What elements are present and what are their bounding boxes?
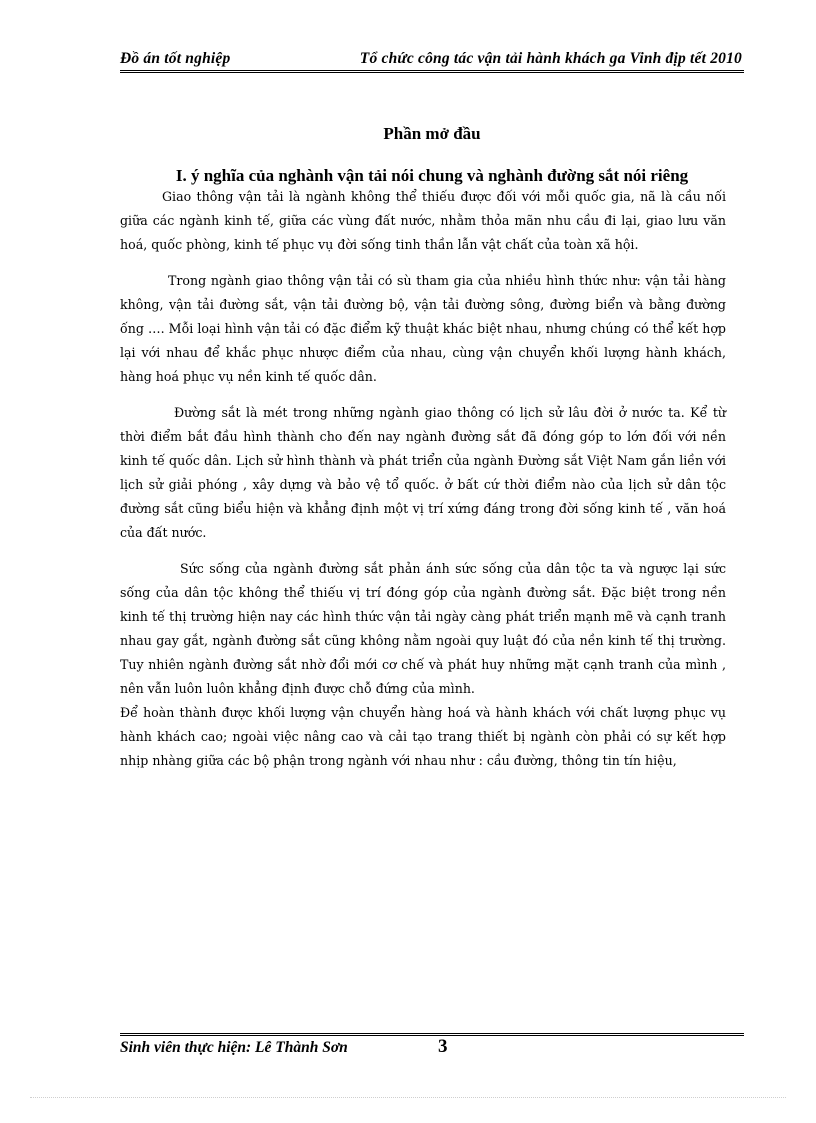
page-footer [120,1036,744,1060]
paragraph: Để hoàn thành được khối lượng vận chuyển hàng hoá và hành khách với chất lượng phục vụ hành khách cao; ngoài việc nâng cao và cải tạo trang thiết bị ngành còn phải có sự kết hợp nhịp nhàng giữa các bộ phận trong ngành với nhau như : cầu đường, thông tin tín hiệu, [120,705,726,768]
footer-author: Sinh viên thực hiện: Lê Thành Sơn [120,1039,348,1056]
page-bottom-divider [30,1097,786,1098]
paragraph: Đường sắt là mét trong những ngành giao thông có lịch sử lâu đời ở nước ta. Kể từ thời điểm bắt đầu hình thành cho đến nay ngành đường sắt đã đóng góp to lớn đối với nền kinh tế quốc dân. Lịch sử hình thành và phát triển của ngành Đường sắt Việt Nam gắn liền với lịch sử giải phóng , xây dựng và bảo vệ tổ quốc. ở bất cứ thời điểm nào của lịch sử dân tộc đường sắt cũng biểu hiện và khẳng định một vị trí xứng đáng trong đời sống kinh tế , văn hoá của đất nước. [120,405,726,540]
part-title: Phần mở đầu [383,124,481,143]
header-right-text: Tổ chức công tác vận tải hành khách ga Vinh địp tết 2010 [359,50,742,67]
paragraph: Trong ngành giao thông vận tải có sù tham gia của nhiều hình thức như: vận tải hàng không, vận tải đường sắt, vận tải đường bộ, vận tải đường sông, đường biển và bằng đường ống …. Mỗi loại hình vận tải có đặc điểm kỹ thuật khác biệt nhau, nhưng chúng có thể kết hợp lại với nhau để khắc phục nhược điểm của nhau, cùng vận chuyển khối lượng hành khách, hàng hoá phục vụ nền kinh tế quốc dân. [120,273,726,384]
paragraph: Sức sống của ngành đường sắt phản ánh sức sống của dân tộc ta và ngược lại sức sống của dân tộc không thể thiếu vị trí đóng góp của ngành đường sắt. Đặc biệt trong nền kinh tế thị trường hiện nay các hình thức vận tải ngày càng phát triển mạnh mẽ và cạnh tranh nhau gay gắt, ngành đường sắt cũng không nằm ngoài quy luật đó của nền kinh tế thị trường. Tuy nhiên ngành đường sắt nhờ đổi mới cơ chế và phát huy những mặt cạnh tranh của mình , nên vẫn luôn luôn khẳng định được chỗ đứng của mình. [120,561,726,696]
section-title: I. ý nghĩa của nghành vận tải nói chung và nghành đường sắt nói riêng [175,166,689,185]
body-text [120,185,726,773]
page-header [120,46,744,72]
paragraph: Giao thông vận tải là ngành không thể thiếu được đối với mỗi quốc gia, nã là cầu nối giữa các ngành kinh tế, giữa các vùng đất nước, nhằm thỏa mãn nhu cầu đi lại, giao lưu văn hoá, quốc phòng, kinh tế phục vụ đời sống tinh thần lẫn vật chất của toàn xã hội. [120,189,726,252]
header-divider [120,70,744,73]
header-left-text: Đồ án tốt nghiệp [120,50,231,67]
page-number: 3 [438,1036,448,1057]
